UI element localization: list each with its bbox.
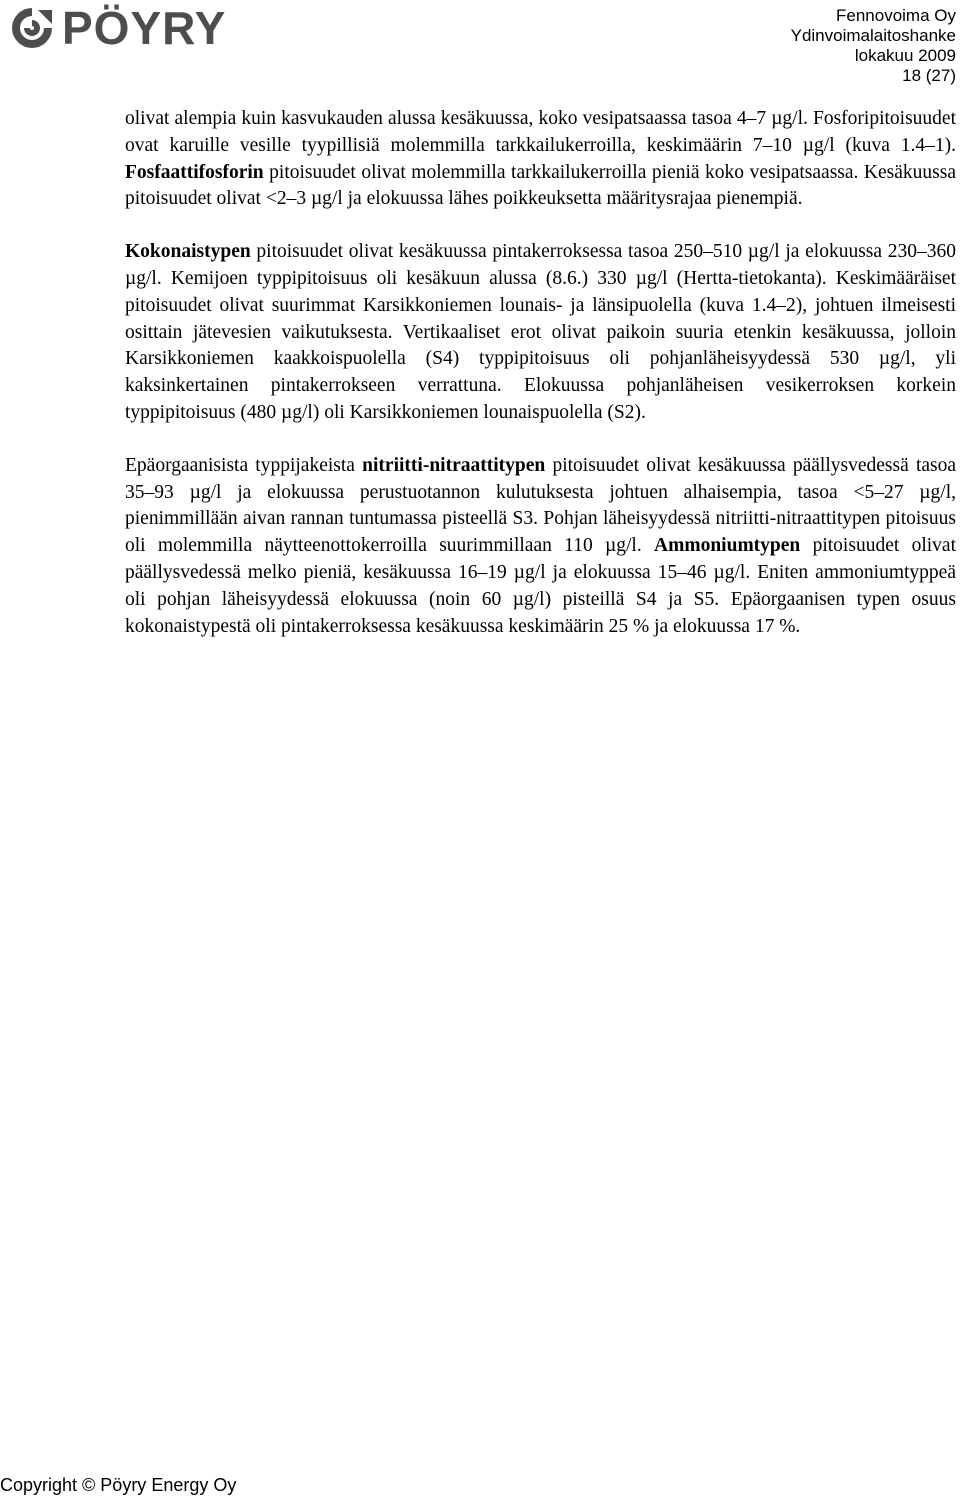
text-segment: pitoisuudet olivat kesäkuussa pintakerroksessa tasoa 250–510 µg/l ja elokuussa 230–360 µg/l. Kemijoen typpipitoisuus oli kesäkuun alussa (8.6.) 330 µg/l (Hertta-tietokanta). Keskimääräiset pitoisuudet olivat suurimmat Karsikkoniemen lounais- ja länsipuolella (kuva 1.4–2), johtuen ilmeisesti osittain jätevesien vaikutuksesta. Vertikaaliset erot olivat paikoin suuria etenkin kesäkuussa, jolloin Karsikkoniemen kaakkoispuolella (S4) typpipitoisuus oli pohjanläheisyydessä 530 µg/l, yli kaksinkertainen pintakerrokseen verrattuna. Elokuussa pohjanläheisen vesikerroksen korkein typpipitoisuus (480 µg/l) oli Karsikkoniemen lounaispuolella (S2).	[125, 241, 956, 423]
term-fosfaattifosforin: Fosfaattifosforin	[125, 161, 264, 183]
body-text	[125, 106, 956, 666]
company-name: Fennovoima Oy	[836, 6, 956, 25]
document-date: lokakuu 2009	[854, 46, 956, 65]
logo-wordmark: PÖYRY	[62, 2, 227, 54]
document-header	[791, 6, 956, 86]
poyry-logo	[8, 4, 268, 52]
paragraph-inorganic-nitrogen	[125, 453, 956, 641]
paragraph-total-nitrogen	[125, 239, 956, 427]
term-nitriitti-nitraattitypen: nitriitti-nitraattitypen	[362, 454, 546, 476]
text-segment: pitoisuudet olivat kesäkuussa päällysvedessä tasoa 35–93 µg/l ja elokuussa perustuotannon kulutuksesta johtuen alhaisempia, tasoa <5–27 µg/l, pienimmillään aivan rannan tuntumassa pisteellä S3. Pohjan läheisyydessä nitriitti-nitraattitypen pitoisuus oli molemmilla näytteenottokerroilla suurimmillaan 110 µg/l.	[125, 454, 957, 557]
term-ammoniumtypen: Ammoniumtypen	[654, 535, 801, 557]
text-segment: pitoisuudet olivat molemmilla tarkkailukerroilla pieniä koko vesipatsaassa. Kesäkuussa pitoisuudet olivat <2–3 µg/l ja elokuussa lähes poikkeuksetta määritysrajaa pienempiä.	[125, 161, 956, 210]
poyry-swirl-icon	[8, 4, 56, 52]
term-kokonaistypen: Kokonaistypen	[125, 241, 251, 263]
project-name: Ydinvoimalaitoshanke	[790, 26, 956, 45]
paragraph-phosphorus	[125, 106, 956, 213]
text-segment: pitoisuudet olivat päällysvedessä melko pieniä, kesäkuussa 16–19 µg/l ja elokuussa 15–46 µg/l. Eniten ammoniumtyppeä oli pohjan läheisyydessä elokuussa (noin 60 µg/l) pisteillä S4 ja S5. Epäorgaanisen typen osuus kokonaistypestä oli pintakerroksessa kesäkuussa keskimäärin 25 % ja elokuussa 17 %.	[125, 535, 956, 637]
text-segment: Epäorgaanisista typpijakeista	[125, 454, 363, 476]
page-number: 18 (27)	[902, 66, 956, 85]
copyright-footer: Copyright © Pöyry Energy Oy	[0, 1475, 237, 1495]
text-segment: olivat alempia kuin kasvukauden alussa kesäkuussa, koko vesipatsaassa tasoa 4–7 µg/l. Fosforipitoisuudet ovat karuille vesille tyypillisiä molemmilla tarkkailukerroilla, keskimäärin 7–10 µg/l (kuva 1.4–1).	[125, 108, 956, 156]
